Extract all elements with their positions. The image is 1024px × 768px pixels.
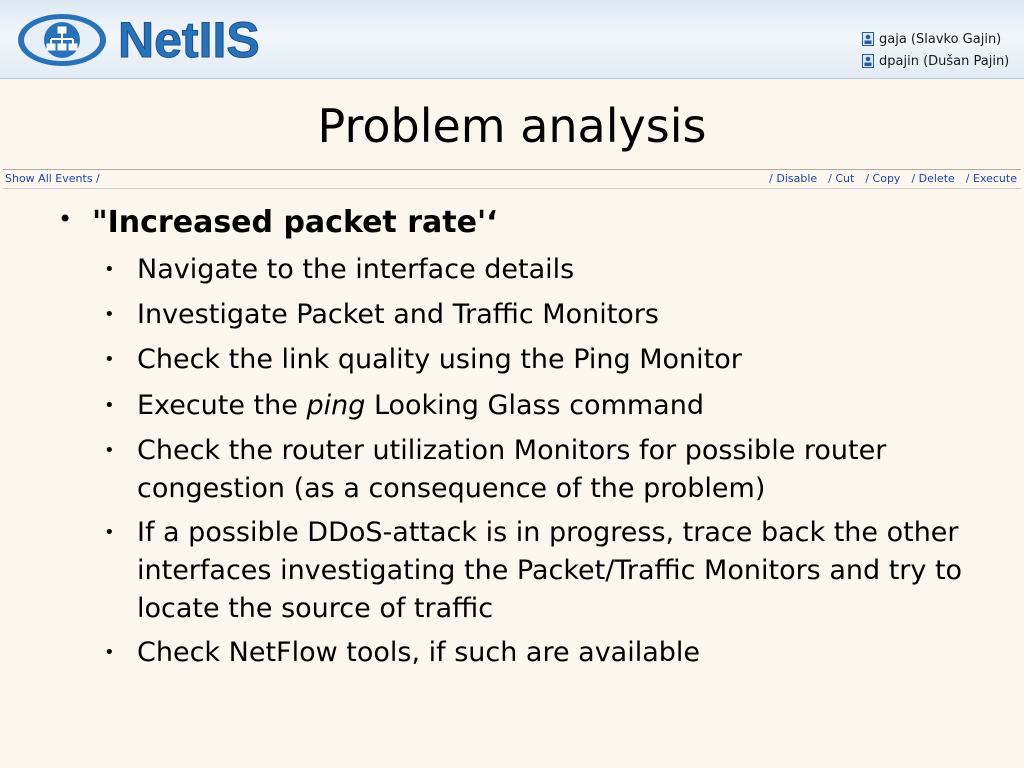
user-icon xyxy=(862,54,874,68)
bullet-dot: • xyxy=(104,642,115,663)
user-icon xyxy=(862,32,874,46)
bullet-dot: • xyxy=(104,349,115,370)
app-header xyxy=(0,0,1024,79)
text-post: Looking Glass command xyxy=(365,390,704,421)
user-label: gaja (Slavko Gajin) xyxy=(879,31,1002,47)
bullet-dot: • xyxy=(104,440,115,461)
sub-bullet-text: Check the router utilization Monitors for possible router congestion (as a consequence of the problem) xyxy=(137,435,887,504)
sub-bullet-text: If a possible DDoS-attack is in progress, trace back the other interfaces investigating the Packet/Traffic Monitors and try to locate the source of traffic xyxy=(137,517,963,624)
bullet-dot: • xyxy=(104,259,115,280)
show-all-events-link[interactable]: Show All Events / xyxy=(5,172,100,185)
sub-bullet-text xyxy=(137,387,1007,425)
cut-link[interactable]: / Cut xyxy=(828,172,855,185)
ping-emphasis: ping xyxy=(306,390,366,421)
page-title: Problem analysis xyxy=(317,99,707,153)
user-entry[interactable] xyxy=(862,28,1009,50)
disable-link[interactable]: / Disable xyxy=(769,172,818,185)
copy-link[interactable]: / Copy xyxy=(865,172,901,185)
main-bullet-text: "Increased packet rate'‘ xyxy=(92,205,498,240)
netiis-logo xyxy=(14,10,344,70)
text-pre: Execute the xyxy=(137,390,307,421)
bullet-dot: • xyxy=(104,304,115,325)
bullet-dot: • xyxy=(104,522,115,543)
sub-bullet-text: Investigate Packet and Traffic Monitors xyxy=(137,299,659,330)
bullet-dot: • xyxy=(58,205,73,233)
logo-text: NetIIS xyxy=(118,12,260,68)
sub-bullet-text: Check the link quality using the Ping Monitor xyxy=(137,344,742,375)
user-entry[interactable] xyxy=(862,50,1009,72)
user-label: dpajin (Dušan Pajin) xyxy=(879,53,1010,69)
sub-bullet-text: Check NetFlow tools, if such are available xyxy=(137,637,701,668)
user-list xyxy=(862,28,1009,72)
execute-link[interactable]: / Execute xyxy=(965,172,1017,185)
bullet-dot: • xyxy=(104,395,115,416)
sub-bullet-text: Navigate to the interface details xyxy=(137,254,575,285)
action-toolbar xyxy=(3,169,1021,189)
delete-link[interactable]: / Delete xyxy=(911,172,955,185)
toolbar-actions xyxy=(769,172,1017,185)
